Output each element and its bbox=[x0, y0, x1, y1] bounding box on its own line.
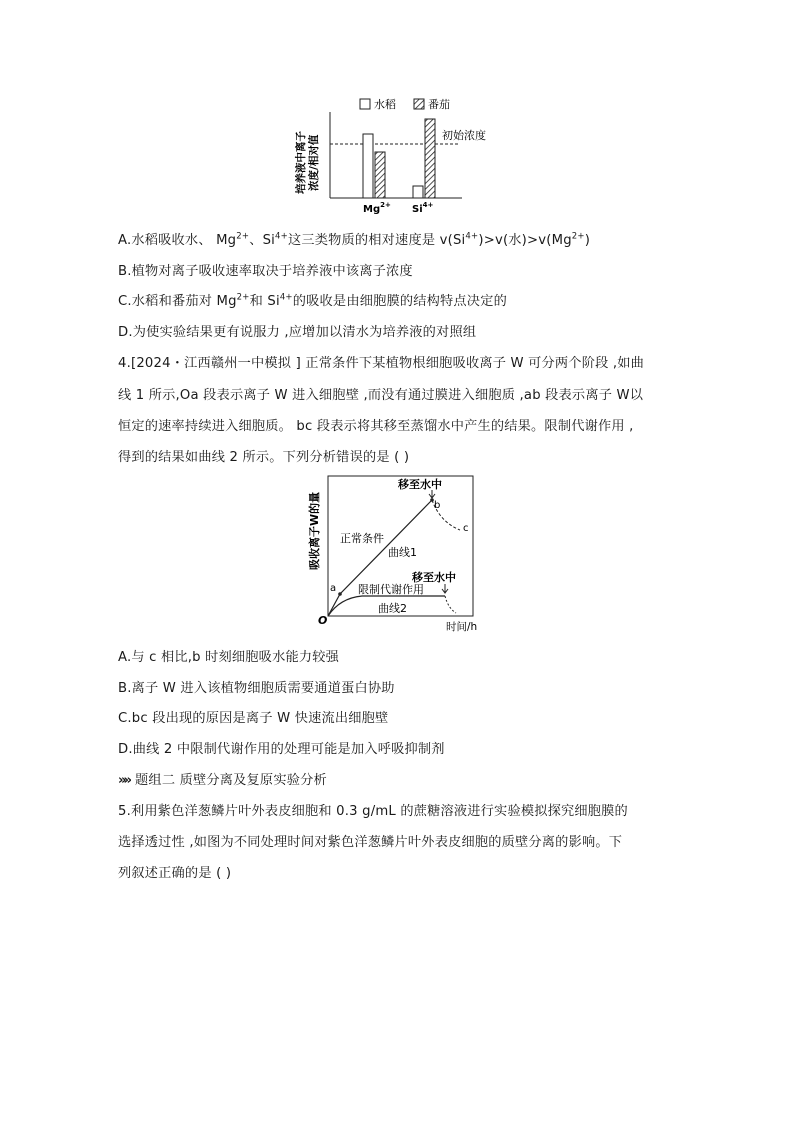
legend-swatch-tomato bbox=[414, 99, 424, 109]
q3-option-b: B.植物对离子吸收速率取决于培养液中该离子浓度 bbox=[118, 264, 413, 279]
q4-option-d: D.曲线 2 中限制代谢作用的处理可能是加入呼吸抑制剂 bbox=[118, 742, 445, 757]
q4-stem-line-4: 得到的结果如曲线 2 所示。下列分析错误的是 ( ) bbox=[118, 450, 410, 465]
q4-stem-line-3: 恒定的速率持续进入细胞质。 bc 段表示将其移至蒸馏水中产生的结果。限制代谢作用 , bbox=[118, 419, 634, 434]
q3-option-a: A.水稻吸收水、 $Mg^{2+}$、$Si^{4+}$这三类物质的相对速度是 $v(Si^{4+})>v$(水)$>v(Mg^{2+})$ bbox=[118, 231, 591, 248]
legend-label-tomato: 番茄 bbox=[428, 98, 450, 111]
q5-stem-line-3: 列叙述正确的是 ( ) bbox=[118, 866, 232, 881]
move-to-water-label-1: 移至水中 bbox=[398, 478, 442, 491]
q4-option-a: A.与 c 相比,b 时刻细胞吸水能力较强 bbox=[118, 650, 340, 665]
curve-1-label: 曲线1 bbox=[388, 546, 417, 559]
category-label-mg: $Mg^{2+}$ bbox=[363, 201, 391, 215]
ion-concentration-bar-chart bbox=[290, 92, 520, 222]
ion-absorption-curve-chart bbox=[300, 470, 500, 640]
point-a-label: a bbox=[330, 583, 337, 594]
bar-tomato-si bbox=[425, 119, 435, 198]
point-b-label: b bbox=[434, 500, 441, 511]
y-axis-label-line2: 浓度/相对值 bbox=[308, 134, 320, 191]
bar-tomato-mg bbox=[375, 152, 385, 198]
y-axis-label-line1: 培养液中离子 bbox=[295, 131, 307, 194]
legend-label-rice: 水稻 bbox=[374, 98, 396, 111]
x-axis-label: 时间/h bbox=[446, 621, 478, 633]
q5-stem-line-2: 选择透过性 ,如图为不同处理时间对紫色洋葱鳞片叶外表皮细胞的质壁分离的影响。下 bbox=[118, 835, 623, 850]
q4-stem-line-2: 线 1 所示,Oa 段表示离子 W 进入细胞壁 ,而没有通过膜进入细胞质 ,ab 段表示离子 W以 bbox=[118, 388, 644, 403]
category-label-si: $Si^{4+}$ bbox=[412, 201, 434, 215]
limit-metabolism-label: 限制代谢作用 bbox=[358, 583, 424, 596]
bar-rice-si bbox=[413, 186, 423, 198]
section-title: 题组二 质壁分离及复原实验分析 bbox=[135, 773, 327, 788]
q5-stem-line-1: 5.利用紫色洋葱鳞片叶外表皮细胞和 0.3 g/mL 的蔗糖溶液进行实验模拟探究细胞膜的 bbox=[118, 804, 628, 819]
section-header bbox=[118, 769, 327, 788]
legend-swatch-rice bbox=[360, 99, 370, 109]
q4-option-c: C.bc 段出现的原因是离子 W 快速流出细胞壁 bbox=[118, 711, 389, 726]
q4-stem-line-1: 4.[2024・江西赣州一中模拟 ] 正常条件下某植物根细胞吸收离子 W 可分两个阶段 ,如曲 bbox=[118, 356, 645, 371]
point-a bbox=[338, 592, 342, 596]
move-to-water-label-2: 移至水中 bbox=[412, 571, 456, 584]
q3-option-d: D.为使实验结果更有说服力 ,应增加以清水为培养液的对照组 bbox=[118, 325, 477, 340]
section-marker-icon: »» bbox=[118, 773, 130, 788]
origin-label: O bbox=[318, 614, 328, 627]
q4-option-b: B.离子 W 进入该植物细胞质需要通道蛋白协助 bbox=[118, 681, 395, 696]
q3-option-c: C.水稻和番茄对 $Mg^{2+}$和 $Si^{4+}$的吸收是由细胞膜的结构特点决定的 bbox=[118, 292, 507, 309]
y-axis-label: 吸收离子W的量 bbox=[308, 491, 321, 570]
point-c-label: c bbox=[463, 523, 469, 534]
curve-2-label: 曲线2 bbox=[378, 602, 407, 615]
initial-concentration-label: 初始浓度 bbox=[442, 129, 486, 142]
bar-rice-mg bbox=[363, 134, 373, 198]
normal-condition-label: 正常条件 bbox=[340, 532, 384, 545]
curve-2-water-segment bbox=[445, 596, 456, 613]
